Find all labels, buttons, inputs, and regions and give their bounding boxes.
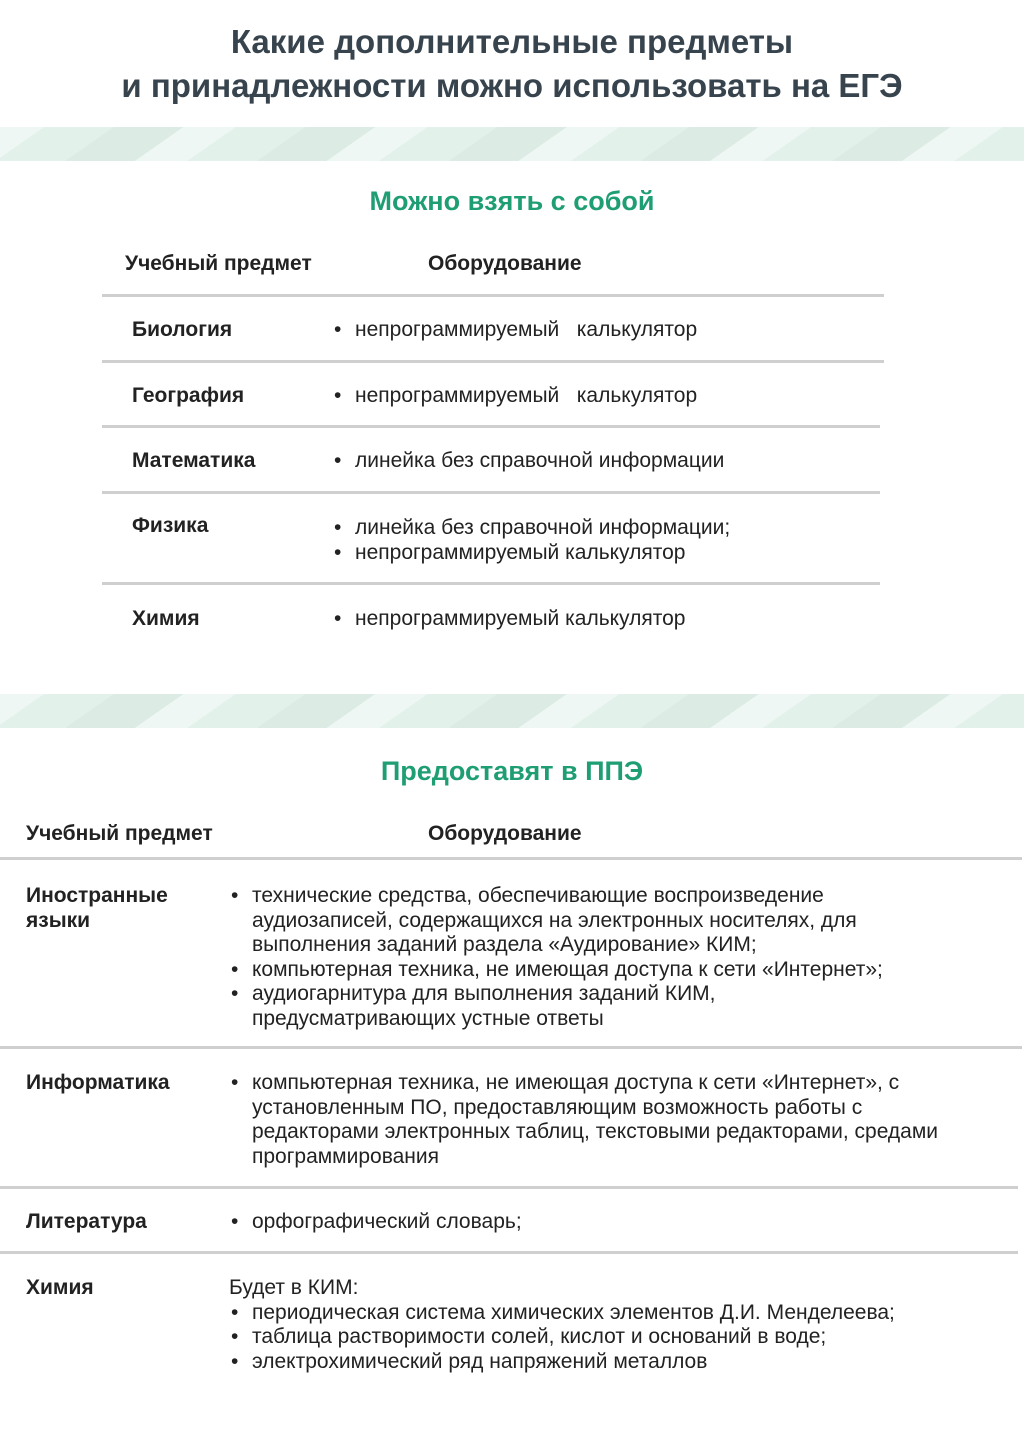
list-item: • компьютерная техника, не имеющая доступа к сети «Интернет»;: [231, 958, 991, 983]
list-item: • непрограммируемый калькулятор: [334, 607, 685, 632]
subject: Биология: [132, 318, 233, 341]
list-item: • аудиогарнитура для выполнения заданий КИМ, предусматривающих устные ответы: [231, 982, 831, 1031]
watermark-strip: [0, 127, 1024, 161]
column-header-subject: Учебный предмет: [125, 252, 312, 275]
divider: [0, 1251, 1018, 1254]
list-item: • линейка без справочной информации: [334, 449, 724, 474]
list-item: • орфографический словарь;: [231, 1210, 522, 1235]
title-line-1: Какие дополнительные предметы: [230, 23, 794, 60]
list-item: • таблица растворимости солей, кислот и оснований в воде;: [231, 1325, 1009, 1350]
divider: [102, 360, 884, 363]
list-intro: Будет в КИМ:: [229, 1276, 359, 1299]
section-heading-provided: Предоставят в ППЭ: [380, 756, 644, 786]
equipment-list: [231, 1210, 522, 1235]
equipment-list: [231, 884, 991, 1031]
divider: [102, 425, 880, 428]
column-header-subject: Учебный предмет: [26, 822, 213, 845]
subject: Литература: [26, 1210, 147, 1233]
watermark-strip: [0, 694, 1024, 728]
subject: Химия: [132, 607, 200, 630]
equipment-list: [334, 516, 730, 565]
divider: [0, 1186, 1018, 1189]
list-item: • непрограммируемый калькулятор: [334, 318, 697, 343]
equipment-list: [334, 449, 724, 474]
subject: География: [132, 384, 245, 407]
section-heading-bring: Можно взять с собой: [369, 186, 655, 216]
list-item: • технические средства, обеспечивающие воспроизведение аудиозаписей, содержащихся на электронных носителях, для выполнения заданий раздела «Аудирование» КИМ;: [231, 884, 921, 958]
list-item: • периодическая система химических элементов Д.И. Менделеева;: [231, 1301, 1009, 1326]
subject: Информатика: [26, 1071, 170, 1094]
list-item: • непрограммируемый калькулятор: [334, 384, 697, 409]
list-item: • непрограммируемый калькулятор: [334, 541, 730, 566]
equipment-list: [334, 318, 697, 343]
subject: Математика: [132, 449, 256, 472]
list-item: • электрохимический ряд напряжений металлов: [231, 1350, 1009, 1375]
subject: Физика: [132, 514, 209, 537]
divider: [102, 582, 880, 585]
column-header-equipment: Оборудование: [428, 252, 582, 275]
divider: [0, 1046, 1022, 1049]
equipment-list: [334, 384, 697, 409]
divider: [0, 857, 1022, 860]
list-item: • линейка без справочной информации;: [334, 516, 730, 541]
title-line-2: и принадлежности можно использовать на ЕГЭ: [121, 67, 903, 104]
equipment-list: [229, 1276, 1009, 1374]
divider: [102, 491, 880, 494]
column-header-equipment: Оборудование: [428, 822, 582, 845]
page-title: [0, 20, 1024, 108]
divider: [102, 294, 884, 297]
equipment-list: [231, 1071, 991, 1169]
subject: Химия: [26, 1276, 94, 1299]
equipment-list: [334, 607, 685, 632]
list-item: • компьютерная техника, не имеющая доступа к сети «Интернет», с установленным ПО, предоставляющим возможность работы с редакторами электронных таблиц, текстовыми редакторами, средами программирования: [231, 1071, 976, 1169]
subject: Иностранные языки: [26, 884, 168, 932]
